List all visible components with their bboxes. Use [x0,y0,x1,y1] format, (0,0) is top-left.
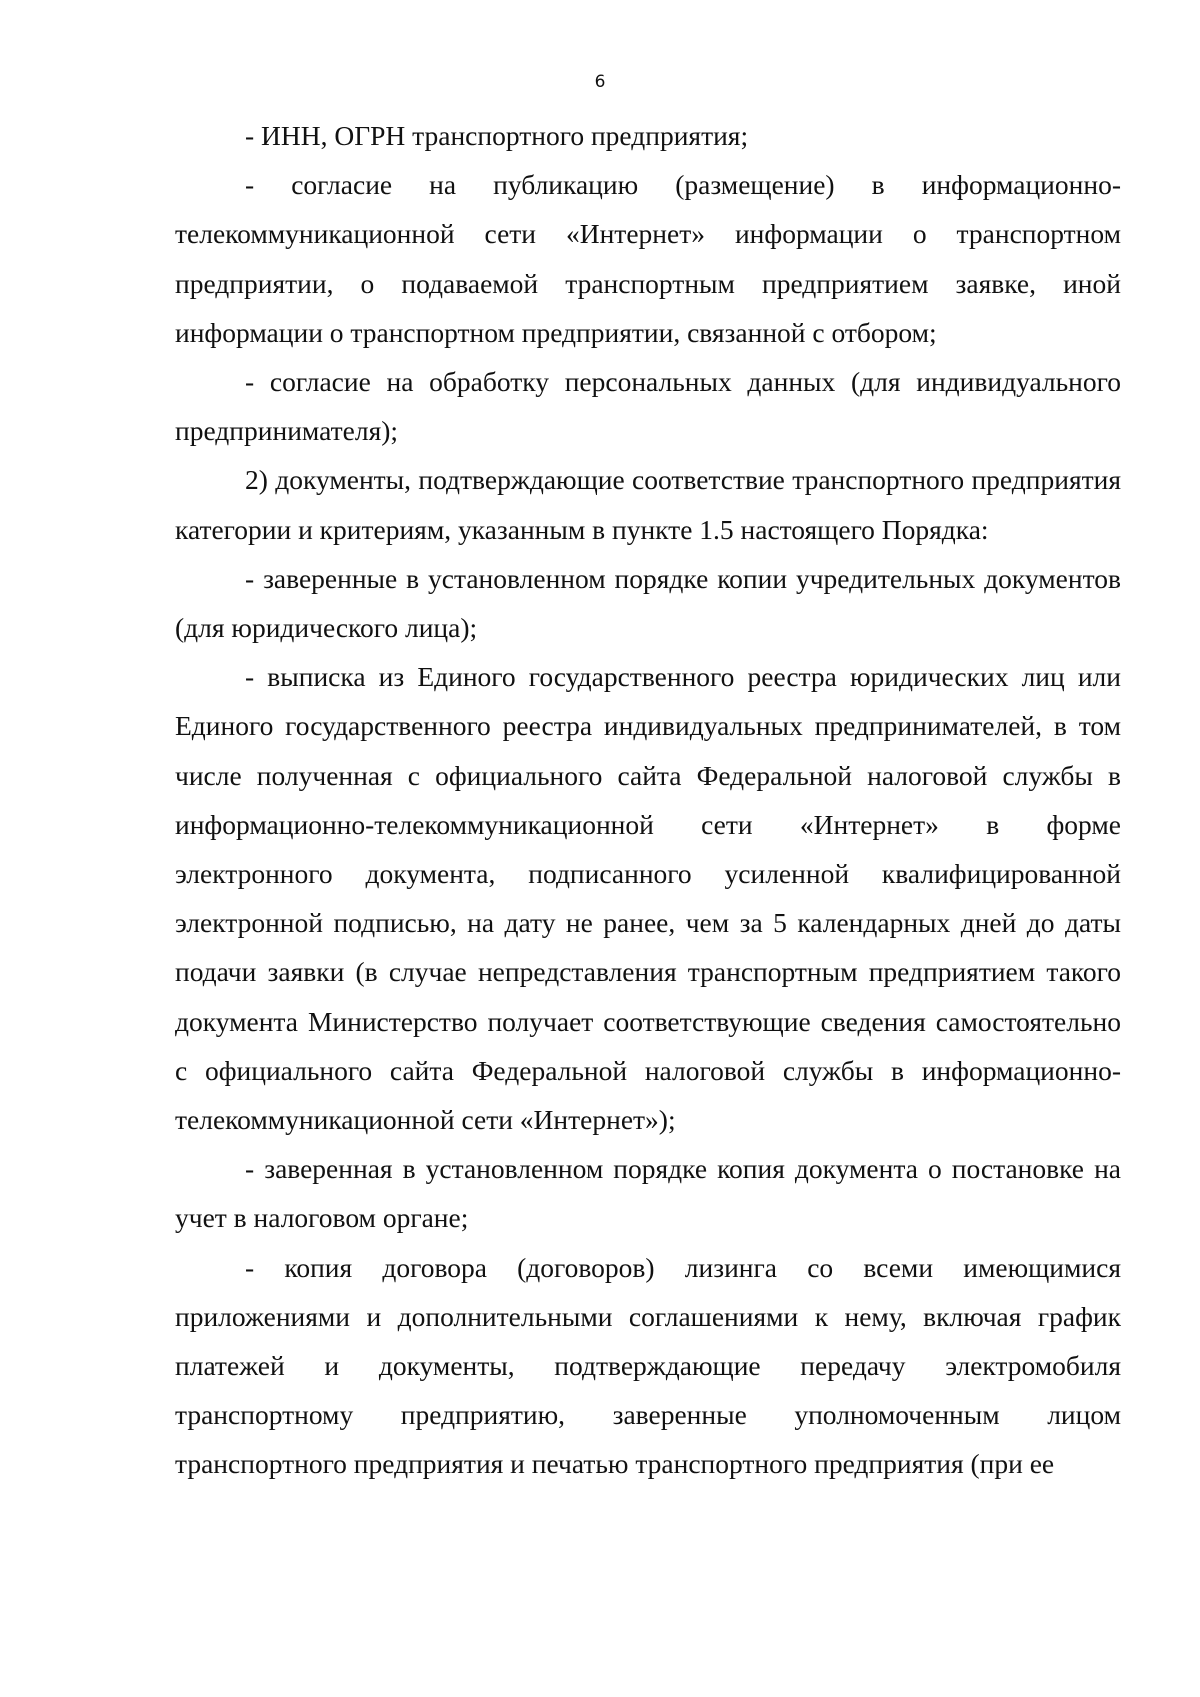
paragraph-publication-consent: - согласие на публикацию (размещение) в информационно-телекоммуникационной сети «Интернет» информации о транспортном предприятии, о подаваемой транспортным предприятием заявке, иной информации о транспортном предприятии, связанной с отбором; [175,169,1121,348]
paragraph-founding-documents: - заверенные в установленном порядке копии учредительных документов (для юридического лица); [175,562,1121,644]
paragraph-tax-registration: - заверенная в установленном порядке копия документа о постановке на учет в налоговом органе; [175,1153,1121,1234]
paragraph-compliance-documents: 2) документы, подтверждающие соответствие транспортного предприятия категории и критериям, указанным в пункте 1.5 настоящего Порядка: [175,464,1121,545]
paragraph-inn-ogrn: - ИНН, ОГРН транспортного предприятия; [245,120,749,151]
paragraph-leasing-contract: - копия договора (договоров) лизинга со всеми имеющимися приложениями и дополнительными соглашениями к нему, включая график платежей и документы, подтверждающие передачу электромобиля транспортному предприятию, заверенные уполномоченным лицом транспортного предприятия и печатью транспортного предприятия (при ее [175,1251,1121,1480]
page-number: 6 [594,72,606,92]
paragraph-registry-extract: - выписка из Единого государственного реестра юридических лиц или Единого государственного реестра индивидуальных предпринимателей, в том числе полученная с официального сайта Федеральной налоговой службы в информационно-телекоммуникационной сети «Интернет» в форме электронного документа, подписанного усиленной квалифицированной электронной подписью, на дату не ранее, чем за 5 календарных дней до даты подачи заявки (в случае непредставления транспортным предприятием такого документа Министерство получает соответствующие сведения самостоятельно с официального сайта Федеральной налоговой службы в информационно-телекоммуникационной сети «Интернет»); [175,661,1121,1136]
paragraph-personal-data-consent: - согласие на обработку персональных данных (для индивидуального предпринимателя); [175,366,1121,447]
document-body [175,111,1121,1489]
